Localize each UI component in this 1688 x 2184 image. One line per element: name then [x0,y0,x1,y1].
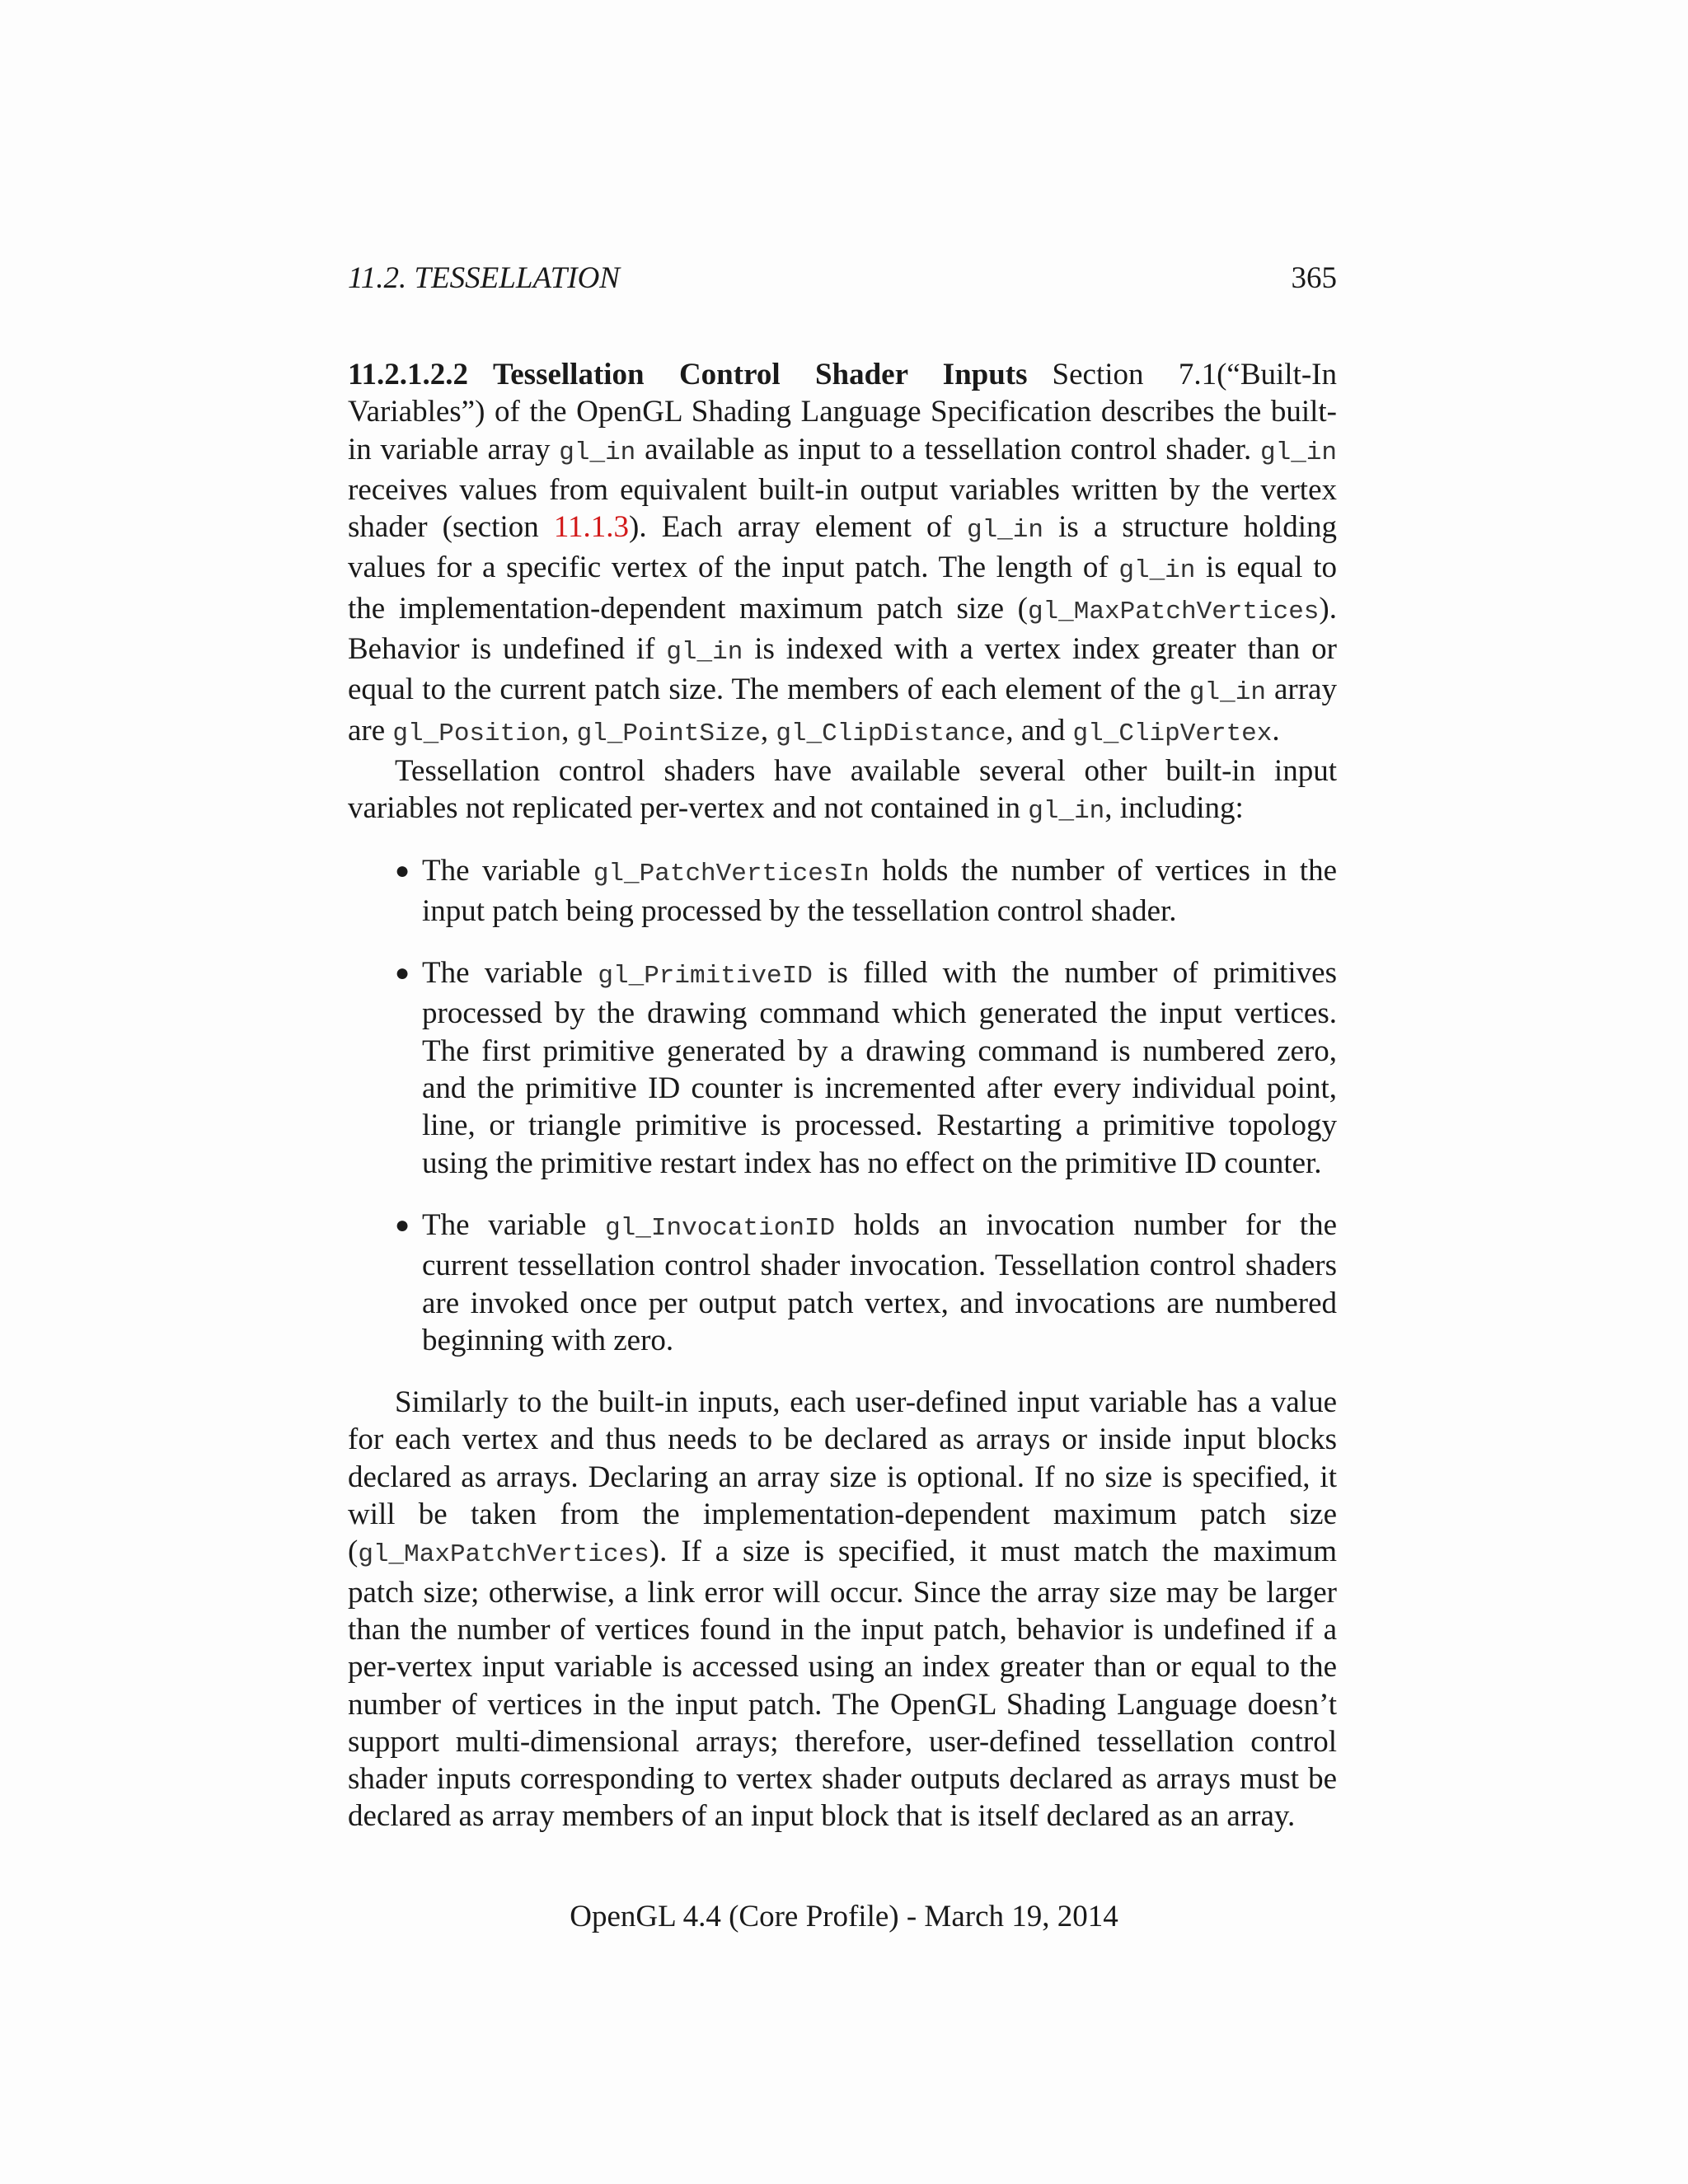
code-gl-in: gl_in [1189,678,1266,708]
builtin-variable-list [348,852,1337,1360]
body-text [348,356,1337,1835]
paragraph-2: Tessellation control shaders have available several other built-in input variables not replicated per-vertex and not contained in gl_in, including: [348,753,1337,827]
code-invocation-id: gl_InvocationID [605,1213,836,1243]
code-gl-in: gl_in [966,516,1043,546]
running-header [348,257,1337,300]
code-gl-in: gl_in [1118,556,1196,586]
list-item: ● The variable gl_InvocationID holds an invocation number for the current tessellation control shader invocation. Tessellation control shaders are invoked once per output patch vertex, and invocations are numbered beginning with zero. [395,1207,1337,1357]
page-footer: OpenGL 4.4 (Core Profile) - March 19, 2014 [570,1900,1118,1933]
code-gl-clipvertex: gl_ClipVertex [1072,719,1273,748]
section-title: 11.2. TESSELLATION [348,261,620,295]
bullet-icon: ● [395,1211,410,1239]
bullet-icon: ● [395,959,410,987]
code-gl-in: gl_in [559,438,636,467]
code-gl-pointsize: gl_PointSize [576,719,761,748]
code-gl-in: gl_in [1028,797,1105,827]
list-item: ● The variable gl_PatchVerticesIn holds the number of vertices in the input patch being processed by the tessellation control shader. [395,853,1337,928]
code-max-patch-vertices: gl_MaxPatchVertices [358,1540,649,1570]
code-patch-vertices-in: gl_PatchVerticesIn [593,859,870,888]
paragraph-3: Similarly to the built-in inputs, each user-defined input variable has a value for each vertex and thus needs to be declared as arrays or inside input blocks declared as arrays. Declaring an array size is optional. If no size is specified, it will be taken from the implementation-dependent maximum patch size (gl_MaxPatchVertices). If a size is specified, it must match the maximum patch size; otherwise, a link error will occur. Since the array size may be larger than the number of vertices found in the input patch, behavior is undefined if a per-vertex input variable is accessed using an index greater than or equal to the number of vertices in the input patch. The OpenGL Shading Language doesn’t support multi-dimensional arrays; therefore, user-defined tessellation control shader inputs corresponding to vertex shader outputs declared as arrays must be declared as array members of an input block that is itself declared as an array. [348,1385,1337,1834]
bullet-icon: ● [395,856,410,884]
code-primitive-id: gl_PrimitiveID [598,962,813,991]
heading-number: 11.2.1.2.2 [348,358,468,391]
code-gl-in: gl_in [666,638,743,668]
code-gl-in: gl_in [1259,438,1337,467]
list-item: ● The variable gl_PrimitiveID is filled with the number of primitives processed by the drawing command which generated the input vertices. The first primitive generated by a drawing command is numbered zero, and the primitive ID counter is incremented after every individual point, line, or triangle primitive is processed. Restarting a primitive topology using the primitive restart index has no effect on the primitive ID counter. [395,956,1337,1180]
section-link[interactable]: 11.1.3 [553,510,630,545]
code-gl-clipdistance: gl_ClipDistance [776,719,1006,748]
page-number: 365 [1291,261,1337,295]
heading-title: Tessellation Control Shader Inputs [492,358,1028,391]
code-max-patch-vertices: gl_MaxPatchVertices [1027,597,1320,626]
code-gl-position: gl_Position [392,719,562,748]
paragraph-1: 11.2.1.2.2 Tessellation Control Shader Inputs Section 7.1(“Built-In Variables”) of the OpenGL Shading Language Specification describes the built-in variable array gl_in available as input to a tessellation control shader. gl_in receives values from equivalent built-in output variables written by the vertex shader (section 11.1.3). Each array element of gl_in is a structure holding values for a specific vertex of the input patch. The length of gl_in is equal to the implementation-dependent maximum patch size (gl_MaxPatchVertices). Behavior is undefined if gl_in is indexed with a vertex index greater than or equal to the current patch size. The members of each element of the gl_in array are gl_Position, gl_PointSize, gl_ClipDistance, and gl_ClipVertex. [348,358,1337,748]
